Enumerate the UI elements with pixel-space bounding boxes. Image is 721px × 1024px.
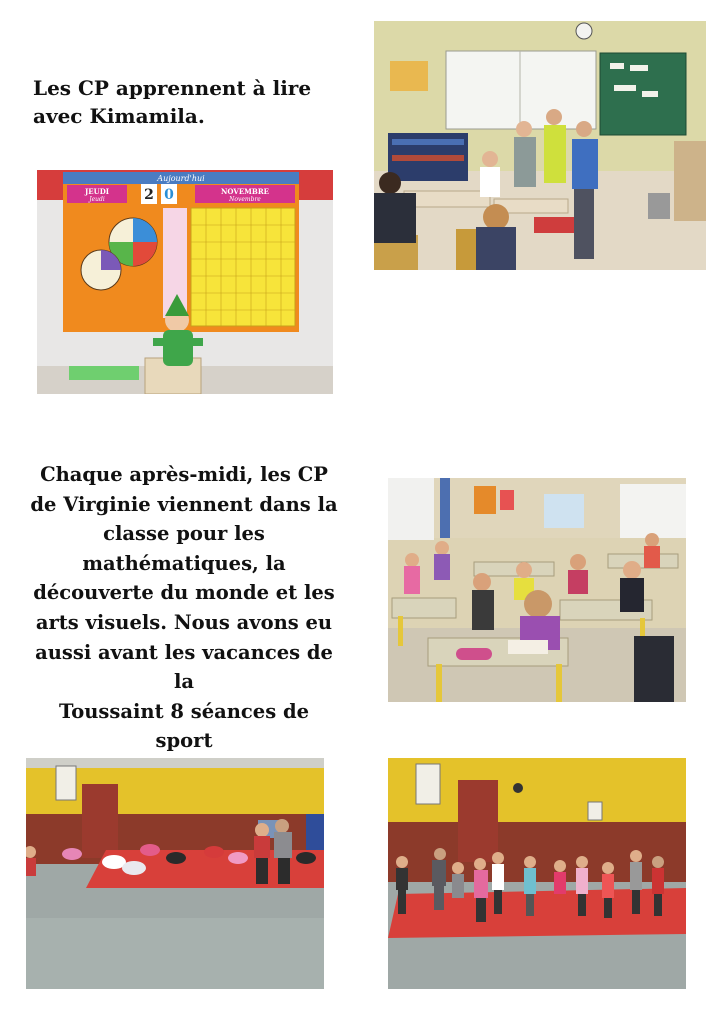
caption-line: Toussaint 8 séances de sport xyxy=(58,699,310,753)
caption-line: découverte du monde et les xyxy=(33,581,335,605)
caption-line: Les CP apprennent à lire xyxy=(33,76,312,100)
caption-line: arts visuels. Nous avons eu xyxy=(35,610,333,634)
caption-line: avec Kimamila. xyxy=(33,104,205,128)
caption-line: Chaque après-midi, les CP xyxy=(40,463,328,486)
caption-line: de Virginie viennent dans la xyxy=(30,492,338,516)
calendar-photo xyxy=(37,170,333,394)
calendar-date-tens: 2 xyxy=(144,187,154,203)
photo-gym-session-2 xyxy=(388,758,686,989)
calendar-title: Aujourd'hui xyxy=(157,174,205,183)
photo-gym-session-1 xyxy=(26,758,324,989)
desks-photo xyxy=(388,478,686,702)
photo-classroom-desks xyxy=(388,478,686,702)
caption-afternoon xyxy=(28,460,340,786)
photo-date-calendar xyxy=(37,170,333,394)
calendar-month-script: Novembre xyxy=(229,196,261,203)
classroom-photo xyxy=(374,21,706,270)
calendar-month: NOVEMBRE xyxy=(221,187,269,196)
caption-kimamila xyxy=(33,74,333,130)
calendar-day-script: Jeudi xyxy=(89,196,105,203)
calendar-date-units: 0 xyxy=(164,187,174,203)
gym-photo-1 xyxy=(26,758,324,989)
gym-photo-2 xyxy=(388,758,686,989)
caption-line: aussi avant les vacances de la xyxy=(35,640,333,694)
caption-line: mathématiques, la xyxy=(82,551,286,575)
photo-classroom-reading xyxy=(374,21,706,270)
calendar-day: JEUDI xyxy=(84,187,110,196)
caption-line: classe pour les xyxy=(103,522,265,546)
